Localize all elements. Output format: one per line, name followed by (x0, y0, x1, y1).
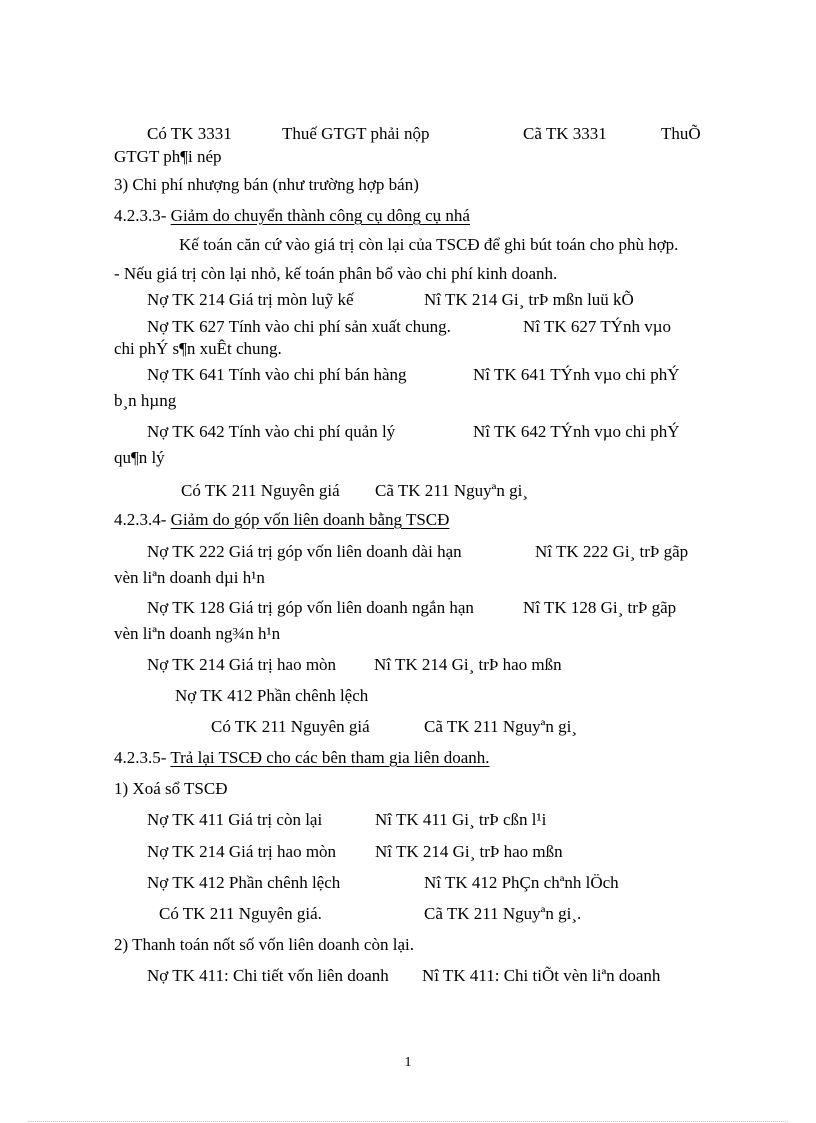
heading-title: Giảm do chuyển thành công cụ dông cụ nhá (170, 206, 470, 225)
footer-divider (28, 1121, 788, 1122)
doc-line-5: - Nếu giá trị còn lại nhỏ, kế toán phân bổ vào chi phí kinh doanh. (114, 264, 558, 283)
text-col: Nợ TK 641 Tính vào chi phí bán hàng (147, 365, 407, 384)
text-col: Nî TK 412 PhÇn chªnh lÖch (424, 873, 619, 892)
text-col: Nî TK 411: Chi tiÕt vèn liªn doanh (422, 966, 661, 985)
section-heading (114, 205, 470, 227)
text-col: Nî TK 627 TÝnh vµo (523, 317, 672, 336)
text-col: Có TK 211 Nguyên giá. (159, 904, 322, 923)
text-col: Nợ TK 128 Giá trị góp vốn liên doanh ngắn hạn (147, 598, 474, 617)
text-col: Cã TK 211 Nguyªn gi¸ (424, 717, 577, 736)
text-col: Nợ TK 214 Giá trị mòn luỹ kế (147, 290, 354, 309)
text-col: Nợ TK 222 Giá trị góp vốn liên doanh dài hạn (147, 542, 462, 561)
doc-line-23: 1) Xoá sổ TSCĐ (114, 779, 228, 798)
text-col: Nî TK 411 Gi¸ trÞ cßn l¹i (375, 810, 547, 829)
text-col: Nî TK 128 Gi¸ trÞ gãp (523, 598, 677, 617)
text-col: ThuÕ (661, 124, 701, 143)
doc-line-2: 3) Chi phí nhượng bán (như trường hợp bán) (114, 175, 419, 194)
text-col: Nợ TK 411: Chi tiết vốn liên doanh (147, 966, 389, 985)
doc-line-16: vèn liªn doanh dµi h¹n (114, 568, 265, 587)
text-col: Cã TK 211 Nguyªn gi¸ (375, 481, 528, 500)
heading-number: 4.2.3.5- (114, 748, 171, 767)
heading-title: Giảm do góp vốn liên doanh bằng TSCĐ (170, 510, 450, 529)
text-col: Nợ TK 214 Giá trị hao mòn (147, 655, 337, 674)
text-col: Nî TK 641 TÝnh vµo chi phÝ (473, 365, 680, 384)
text-col: Có TK 3331 (147, 124, 232, 143)
text-col: Nợ TK 411 Giá trị còn lại (147, 810, 323, 829)
text-col: Có TK 211 Nguyên giá (211, 717, 370, 736)
text-col: Nợ TK 214 Giá trị hao mòn (147, 842, 337, 861)
text-col: Nî TK 642 TÝnh vµo chi phÝ (473, 422, 680, 441)
text-col: Nợ TK 642 Tính vào chi phí quản lý (147, 422, 396, 441)
doc-line-10: b¸n hµng (114, 391, 177, 410)
text-col: Nî TK 214 Gi¸ trÞ mßn luü kÕ (424, 290, 634, 309)
text-col: Nợ TK 627 Tính vào chi phí sản xuất chung. (147, 317, 451, 336)
doc-line-8: chi phÝ s¶n xuÊt chung. (114, 339, 282, 358)
text-col: Cã TK 211 Nguyªn gi¸. (424, 904, 582, 923)
doc-line-12: qu¶n lý (114, 448, 165, 467)
text-col: Nî TK 222 Gi¸ trÞ gãp (535, 542, 689, 561)
text-col: Nợ TK 412 Phần chênh lệch (147, 873, 341, 892)
doc-line-4: Kế toán căn cứ vào giá trị còn lại của TSCĐ để ghi bút toán cho phù hợp. (179, 235, 679, 254)
doc-line-18: vèn liªn doanh ng¾n h¹n (114, 624, 281, 643)
text-col: Nî TK 214 Gi¸ trÞ hao mßn (375, 842, 563, 861)
text-col: Nî TK 214 Gi¸ trÞ hao mßn (374, 655, 562, 674)
page-number: 1 (404, 1055, 412, 1070)
heading-title: Trả lại TSCĐ cho các bên tham gia liên doanh. (170, 748, 490, 767)
text-col: Cã TK 3331 (523, 124, 607, 143)
text-col: Thuế GTGT phải nộp (282, 124, 430, 143)
section-heading (114, 747, 490, 769)
doc-line-28: 2) Thanh toán nốt số vốn liên doanh còn lại. (114, 935, 414, 954)
doc-line-20: Nợ TK 412 Phần chênh lệch (175, 686, 369, 705)
heading-number: 4.2.3.3- (114, 206, 171, 225)
text-col: Có TK 211 Nguyên giá (181, 481, 340, 500)
doc-line-1: GTGT ph¶i nép (114, 147, 222, 166)
section-heading (114, 509, 449, 531)
heading-number: 4.2.3.4- (114, 510, 171, 529)
